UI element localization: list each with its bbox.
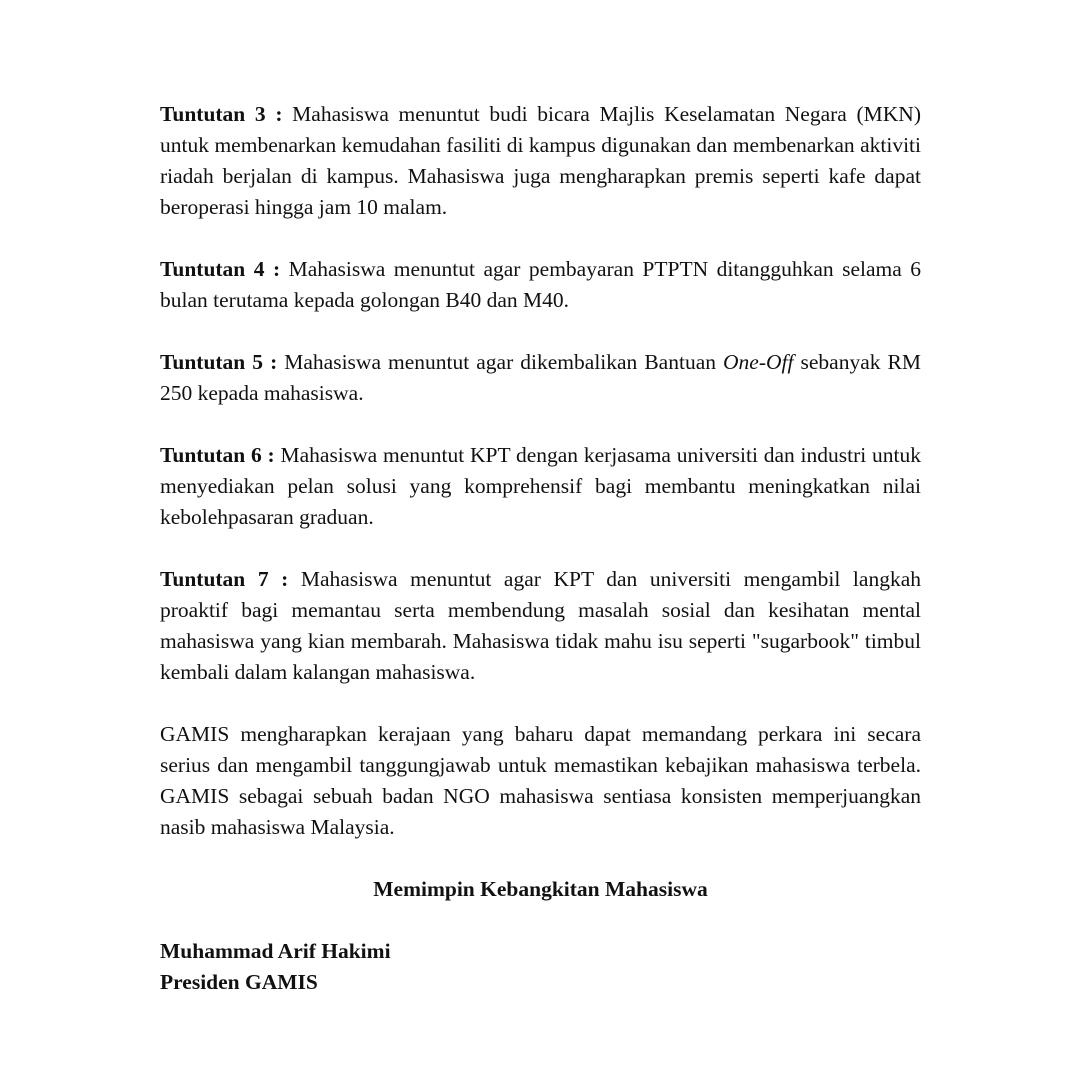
demand-6-label: Tuntutan 6 : (160, 443, 275, 467)
demand-5-label: Tuntutan 5 : (160, 350, 278, 374)
signature-title: Presiden GAMIS (160, 970, 318, 994)
demand-5-italic-term: One-Off (723, 350, 794, 374)
closing-paragraph: GAMIS mengharapkan kerajaan yang baharu dapat memandang perkara ini secara serius dan mengambil tanggungjawab untuk memastikan kebajikan mahasiswa terbela. GAMIS sebagai sebuah badan NGO mahasiswa sentiasa konsisten memperjuangkan nasib mahasiswa Malaysia. (160, 722, 921, 839)
demand-4-label: Tuntutan 4 : (160, 257, 281, 281)
demand-7-text: Mahasiswa menuntut agar KPT dan universiti mengambil langkah proaktif bagi memantau serta membendung masalah sosial dan kesihatan mental mahasiswa yang kian membarah. Mahasiswa tidak mahu isu seperti "sugarbook" timbul kembali dalam kalangan mahasiswa. (160, 567, 921, 684)
demand-6-paragraph (160, 440, 921, 533)
document-page (160, 99, 921, 998)
demand-3-paragraph (160, 99, 921, 223)
motto-heading: Memimpin Kebangkitan Mahasiswa (373, 877, 708, 901)
demand-3-text: Mahasiswa menuntut budi bicara Majlis Keselamatan Negara (MKN) untuk membenarkan kemudahan fasiliti di kampus digunakan dan membenarkan aktiviti riadah berjalan di kampus. Mahasiswa juga mengharapkan premis seperti kafe dapat beroperasi hingga jam 10 malam. (160, 102, 921, 219)
demand-5-text-before: Mahasiswa menuntut agar dikembalikan Bantuan (277, 350, 724, 374)
signature-name: Muhammad Arif Hakimi (160, 939, 391, 963)
demand-5-paragraph (160, 347, 921, 409)
demand-4-paragraph (160, 254, 921, 316)
demand-4-text: Mahasiswa menuntut agar pembayaran PTPTN ditangguhkan selama 6 bulan terutama kepada golongan B40 dan M40. (160, 257, 921, 312)
demand-7-label: Tuntutan 7 : (160, 567, 289, 591)
demand-7-paragraph (160, 564, 921, 688)
demand-5-text-after: sebanyak RM 250 kepada mahasiswa. (160, 350, 921, 405)
demand-6-text: Mahasiswa menuntut KPT dengan kerjasama universiti dan industri untuk menyediakan pelan solusi yang komprehensif bagi membantu meningkatkan nilai kebolehpasaran graduan. (160, 443, 921, 529)
demand-3-label: Tuntutan 3 : (160, 102, 283, 126)
